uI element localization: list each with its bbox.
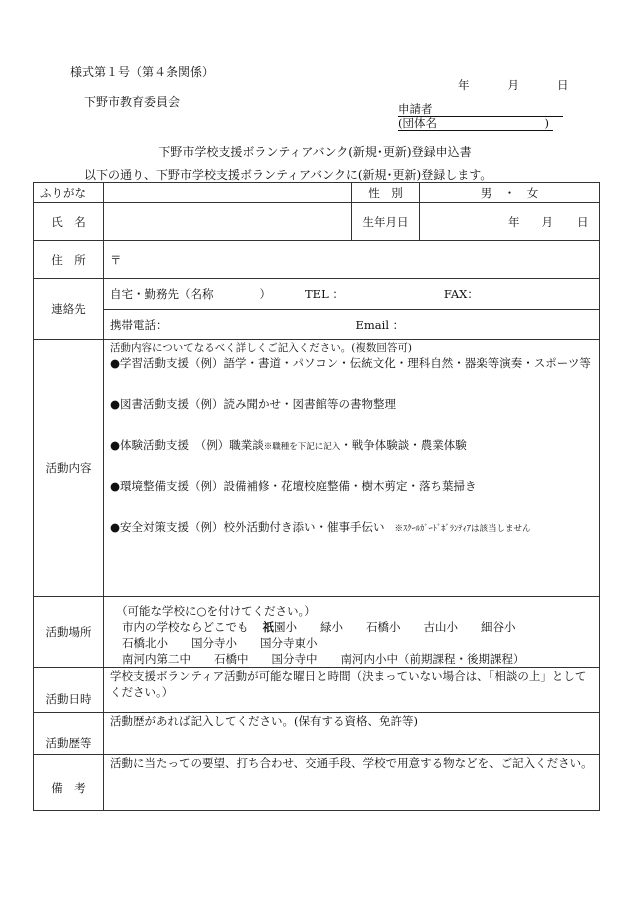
contact-row-1 [34,279,600,310]
place-line-2[interactable]: 石橋北小 国分寺小 国分寺東小 [122,636,318,650]
application-date [458,77,569,93]
form-number: 様式第１号（第４条関係） [70,65,215,79]
place-line-1-schools[interactable]: 園小 緑小 石橋小 古山小 細谷小 [274,620,516,634]
datetime-note-2: ください。） [110,685,174,699]
place-note: （可能な学校に○を付けてください。） [116,604,316,618]
activity-item-experience[interactable] [110,437,599,453]
activity-row [34,340,600,597]
activity-item-learning[interactable]: ●学習活動支援（例）語学・書道・パソコン・伝統文化・理科自然・器楽等演奏・スポーツ等 [110,356,591,370]
remarks-label: 備 考 [34,755,104,811]
furigana-label: ふりがな [34,183,104,203]
activity-label: 活動内容 [34,340,104,597]
birthdate-label: 生年月日 [352,203,420,241]
date-month-label: 月 [507,78,519,92]
contact-row-2 [34,310,600,340]
activity-item-experience-note: ※職種を下記に記入 [263,442,341,452]
application-form-table [33,182,600,811]
address-row [34,241,600,279]
tel-label: TEL ： [305,287,344,301]
furigana-input[interactable] [104,183,352,203]
place-line-3[interactable]: 南河内第二中 石橋中 国分寺中 南河内小中（前期課程・後期課程） [122,652,525,666]
organization-label: (団体名 [398,116,437,130]
contact-phone-field[interactable] [104,279,600,310]
organization-close-paren: ) [544,116,549,130]
home-work-label: 自宅・勤務先（名称 ） [110,287,271,301]
activity-item-experience-main: ●体験活動支援 （例）職業談 [110,438,264,452]
remarks-input[interactable] [104,755,600,811]
place-gion-bold: 祇 [262,620,274,634]
history-note: 活動歴があれば記入してください。(保有する資格、免許等) [110,714,418,728]
address-input[interactable] [104,241,600,279]
activity-item-safety[interactable] [110,519,599,535]
datetime-label: 活動日時 [34,668,104,713]
place-row [34,597,600,668]
remarks-note: 活動に当たっての要望、打ち合わせ、交通手段、学校で用意する物などを、ご記入ください。 [110,756,593,770]
activity-item-safety-note: ※ｽｸｰﾙｶﾞｰﾄﾞﾎﾞﾗﾝﾃｨｱは該当しません [394,524,531,534]
gender-options[interactable]: 男 ・ 女 [420,183,600,203]
date-day-label: 日 [557,78,569,92]
activity-item-environment[interactable]: ●環境整備支援（例）設備補修・花壇校庭整備・樹木剪定・落ち葉掃き [110,479,477,493]
remarks-row [34,755,600,811]
applicant-field[interactable] [398,102,563,117]
activity-note: 活動内容についてなるべく詳しくご記入ください。(複数回答可) [110,342,412,354]
birthdate-day: 日 [577,214,589,229]
intro-text: 以下の通り、下野市学校支援ボランティアバンクに(新規･更新)登録します。 [84,168,493,182]
datetime-note-1: 学校支援ボランティア活動が可能な曜日と時間（決まっていない場合は、「相談の上」として [110,669,587,683]
applicant-label: 申請者 [398,102,433,116]
place-line-1 [116,619,599,635]
date-year-label: 年 [458,78,470,92]
mobile-label: 携帯電話： [110,317,168,332]
postal-mark: 〒 [110,252,122,267]
name-input[interactable] [104,203,352,241]
contact-label: 連絡先 [34,279,104,340]
activity-item-experience-tail: ・戦争体験談・農業体験 [340,438,467,452]
birthdate-year: 年 [508,214,520,229]
address-label: 住 所 [34,241,104,279]
birthdate-month: 月 [541,214,553,229]
furigana-row [34,183,600,203]
contact-mobile-field[interactable] [104,310,600,340]
gender-label: 性 別 [352,183,420,203]
activity-input[interactable] [104,340,600,597]
place-input[interactable] [104,597,600,668]
name-row [34,203,600,241]
history-input[interactable] [104,713,600,755]
datetime-input[interactable] [104,668,600,713]
document-title: 下野市学校支援ボランティアバンク(新規･更新)登録申込書 [158,145,472,159]
activity-item-safety-main: ●安全対策支援（例）校外活動付き添い・催事手伝い [110,520,385,534]
addressee: 下野市教育委員会 [84,95,181,109]
email-label: Email ： [355,317,405,332]
name-label: 氏 名 [34,203,104,241]
datetime-row [34,668,600,713]
place-anywhere[interactable]: 市内の学校ならどこでも [122,620,249,634]
organization-field[interactable] [398,116,553,131]
history-label: 活動歴等 [34,713,104,755]
history-row [34,713,600,755]
birthdate-input[interactable] [420,203,600,241]
place-label: 活動場所 [34,597,104,668]
fax-label: FAX： [443,287,479,301]
activity-item-library[interactable]: ●図書活動支援（例）読み聞かせ・図書館等の書物整理 [110,397,397,411]
